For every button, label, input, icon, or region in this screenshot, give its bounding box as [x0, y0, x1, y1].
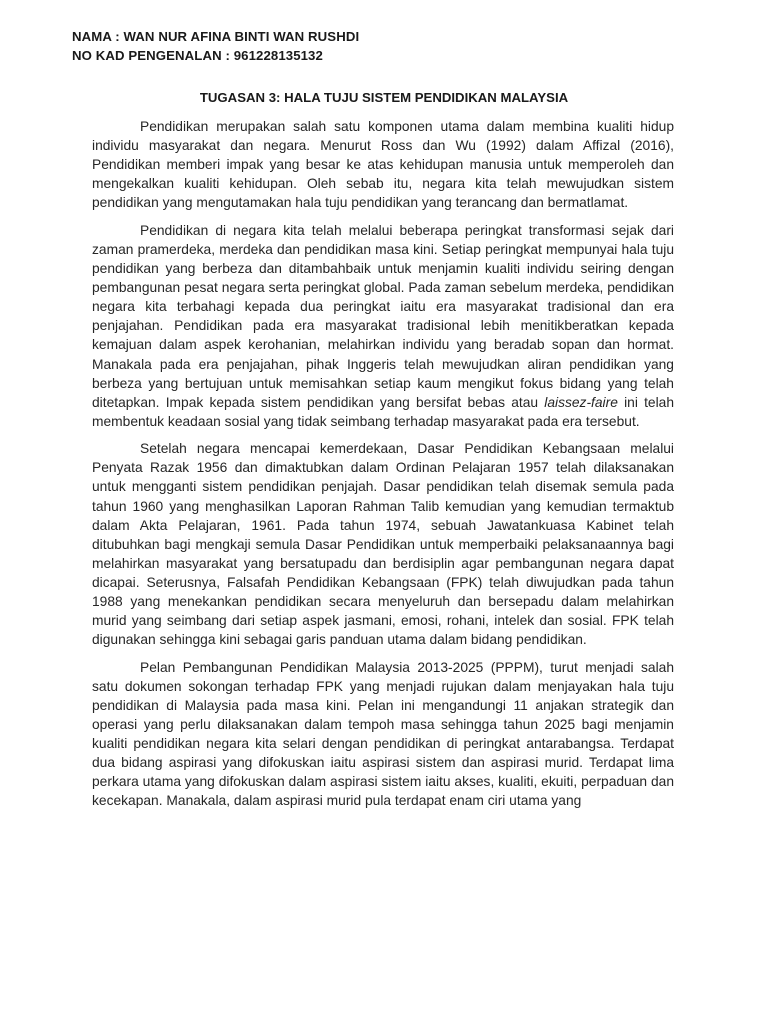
paragraph-2-text-start: Pendidikan di negara kita telah melalui beberapa peringkat transformasi sejak dari zaman pramerdeka, merdeka dan pendidikan masa kini. Setiap peringkat mempunyai hala tuju pendidikan yang berbeza dan ditambahbaik untuk menjamin kualiti individu seiring dengan pembangunan pesat negara serta peringkat global. Pada zaman sebelum merdeka, pendidikan negara kita terbahagi kepada dua peringkat iaitu era masyarakat tradisional dan era penjajahan. Pendidikan pada era masyarakat tradisional lebih menitikberatkan kepada kemajuan dalam aspek kerohanian, melahirkan individu yang beradab sopan dan hormat. Manakala pada era penjajahan, pihak Inggeris telah mewujudkan aliran pendidikan yang berbeza yang bertujuan untuk memisahkan setiap kaum mengikut fokus bidang yang telah ditetapkan. Impak kepada sistem pendidikan yang bersifat bebas atau — [92, 222, 674, 410]
student-name-line: NAMA : WAN NUR AFINA BINTI WAN RUSHDI — [72, 29, 360, 44]
paragraph-2-text-end: ini telah membentuk keadaan sosial yang tidak seimbang terhadap masyarakat pada era tersebut. — [92, 394, 674, 429]
student-info-header — [72, 27, 359, 65]
paragraph-2 — [92, 221, 674, 431]
paragraph-1: Pendidikan merupakan salah satu komponen utama dalam membina kualiti hidup individu masyarakat dan negara. Menurut Ross dan Wu (1992) dalam Affizal (2016), Pendidikan memberi impak yang besar ke atas kehidupan manusia untuk memperoleh dan mengekalkan kualiti kehidupan. Oleh sebab itu, negara kita telah mewujudkan sistem pendidikan yang mengutamakan hala tuju pendidikan yang terancang dan bermatlamat. — [92, 119, 674, 211]
italic-term: laissez-faire — [544, 394, 618, 410]
ic-number-line: NO KAD PENGENALAN : 961228135132 — [72, 48, 323, 63]
assignment-title: TUGASAN 3: HALA TUJU SISTEM PENDIDIKAN MALAYSIA — [199, 90, 569, 105]
document-body — [92, 117, 674, 819]
paragraph-3: Setelah negara mencapai kemerdekaan, Dasar Pendidikan Kebangsaan melalui Penyata Razak 1956 dan dimaktubkan dalam Ordinan Pelajaran 1957 telah dilaksanakan untuk mengganti sistem pendidikan penjajah. Dasar pendidikan telah disemak semula pada tahun 1960 yang menghasilkan Laporan Rahman Talib kemudian yang kemudian termaktub dalam Akta Pelajaran, 1961. Pada tahun 1974, sebuah Jawatankuasa Kabinet telah ditubuhkan bagi mengkaji semula Dasar Pendidikan untuk memperbaiki pelaksanaannya bagi melahirkan masyarakat yang bersatupadu dan berdisiplin agar pembangunan negara dapat dicapai. Seterusnya, Falsafah Pendidikan Kebangsaan (FPK) telah diwujudkan pada tahun 1988 yang menekankan pendidikan secara menyeluruh dan bersepadu dalam melahirkan murid yang seimbang dari setiap aspek jasmani, emosi, rohani, intelek dan sosial. FPK telah digunakan sehingga kini sebagai garis panduan utama dalam bidang pendidikan. — [92, 441, 674, 648]
paragraph-4: Pelan Pembangunan Pendidikan Malaysia 2013-2025 (PPPM), turut menjadi salah satu dokumen sokongan terhadap FPK yang menjadi rujukan dalam menjayakan hala tuju pendidikan di Malaysia pada masa kini. Pelan ini mengandungi 11 anjakan strategik dan operasi yang perlu dilaksanakan dalam tempoh masa sehingga tahun 2025 bagi menjamin kualiti pendidikan negara kita selari dengan pendidikan di peringkat antarabangsa. Terdapat dua bidang aspirasi yang difokuskan iaitu aspirasi sistem dan aspirasi murid. Terdapat lima perkara utama yang difokuskan dalam aspirasi sistem iaitu akses, kualiti, ekuiti, perpaduan dan kecekapan. Manakala, dalam aspirasi murid pula terdapat enam ciri utama yang — [92, 659, 674, 809]
